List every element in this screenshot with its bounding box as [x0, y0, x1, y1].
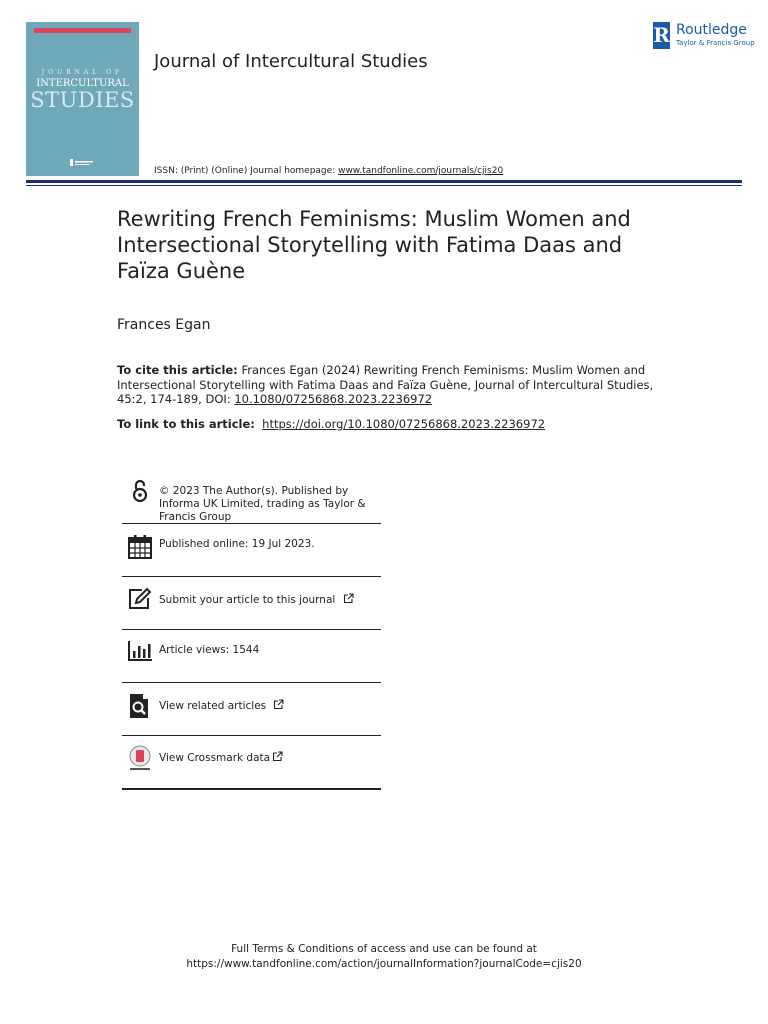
- crossmark-icon: [127, 745, 153, 771]
- submit-article-link[interactable]: Submit your article to this journal: [159, 594, 336, 606]
- calendar-icon: [127, 534, 153, 560]
- views-row: [122, 630, 381, 683]
- cover-journal-word: JOURNAL OF: [41, 69, 124, 76]
- open-access-row: [122, 476, 381, 524]
- issn-line: [154, 166, 503, 176]
- bar-chart-icon: [127, 638, 153, 664]
- journal-cover-image: [26, 22, 139, 176]
- citation-block: [117, 363, 657, 407]
- open-access-icon: [127, 478, 153, 504]
- cover-publisher-logo: [70, 158, 96, 168]
- cover-red-bar: [34, 28, 131, 33]
- cite-text: Frances Egan (2024) Rewriting French Feminisms: Muslim Women and Intersectional Storytelling with Fatima Daas and Faïza Guène, Journal of Intercultural Studies, 45:2, 174-189, DOI:: [117, 363, 654, 406]
- article-doi-link[interactable]: https://doi.org/10.1080/07256868.2023.2236972: [262, 417, 546, 431]
- submit-row[interactable]: [122, 577, 381, 630]
- header-rule: [26, 180, 742, 183]
- publisher-logo: [652, 21, 755, 51]
- terms-line: Full Terms & Conditions of access and use can be found at: [231, 943, 537, 955]
- external-link-icon: [272, 751, 283, 762]
- article-link-line: [117, 417, 545, 431]
- related-row[interactable]: [122, 683, 381, 736]
- crossmark-row[interactable]: [122, 736, 381, 790]
- article-title: Rewriting French Feminisms: Muslim Women and Intersectional Storytelling with Fatima Daas and Faïza Guène: [117, 207, 631, 283]
- cite-doi-link[interactable]: 10.1080/07256868.2023.2236972: [234, 392, 433, 406]
- cite-label: To cite this article:: [117, 363, 238, 377]
- publisher-name: Routledge: [676, 22, 747, 38]
- edit-icon: [127, 586, 153, 612]
- open-access-text: © 2023 The Author(s). Published by Informa UK Limited, trading as Taylor & Francis Group: [159, 485, 366, 523]
- link-label: To link to this article:: [117, 417, 255, 431]
- external-link-icon: [273, 699, 284, 710]
- header-rule-thin: [26, 185, 742, 186]
- article-info-list: [122, 476, 381, 790]
- terms-url[interactable]: https://www.tandfonline.com/action/journalInformation?journalCode=cjis20: [186, 958, 582, 970]
- terms-footer: [0, 942, 768, 972]
- crossmark-link[interactable]: View Crossmark data: [159, 752, 271, 764]
- published-date-text: Published online: 19 Jul 2023.: [159, 538, 315, 550]
- related-articles-icon: [127, 693, 153, 719]
- cover-intercultural-word: INTERCULTURAL: [36, 78, 129, 89]
- journal-title: Journal of Intercultural Studies: [154, 51, 428, 72]
- article-author: Frances Egan: [117, 317, 211, 333]
- external-link-icon: [343, 593, 354, 604]
- publisher-subtitle: Taylor & Francis Group: [676, 39, 755, 47]
- cover-studies-word: STUDIES: [30, 88, 135, 112]
- journal-homepage-link[interactable]: www.tandfonline.com/journals/cjis20: [338, 166, 504, 176]
- related-articles-link[interactable]: View related articles: [159, 700, 267, 712]
- routledge-r-icon: R: [653, 23, 670, 47]
- published-row: [122, 524, 381, 577]
- article-views-text: Article views: 1544: [159, 644, 260, 656]
- issn-label: ISSN: (Print) (Online) Journal homepage:: [154, 166, 339, 176]
